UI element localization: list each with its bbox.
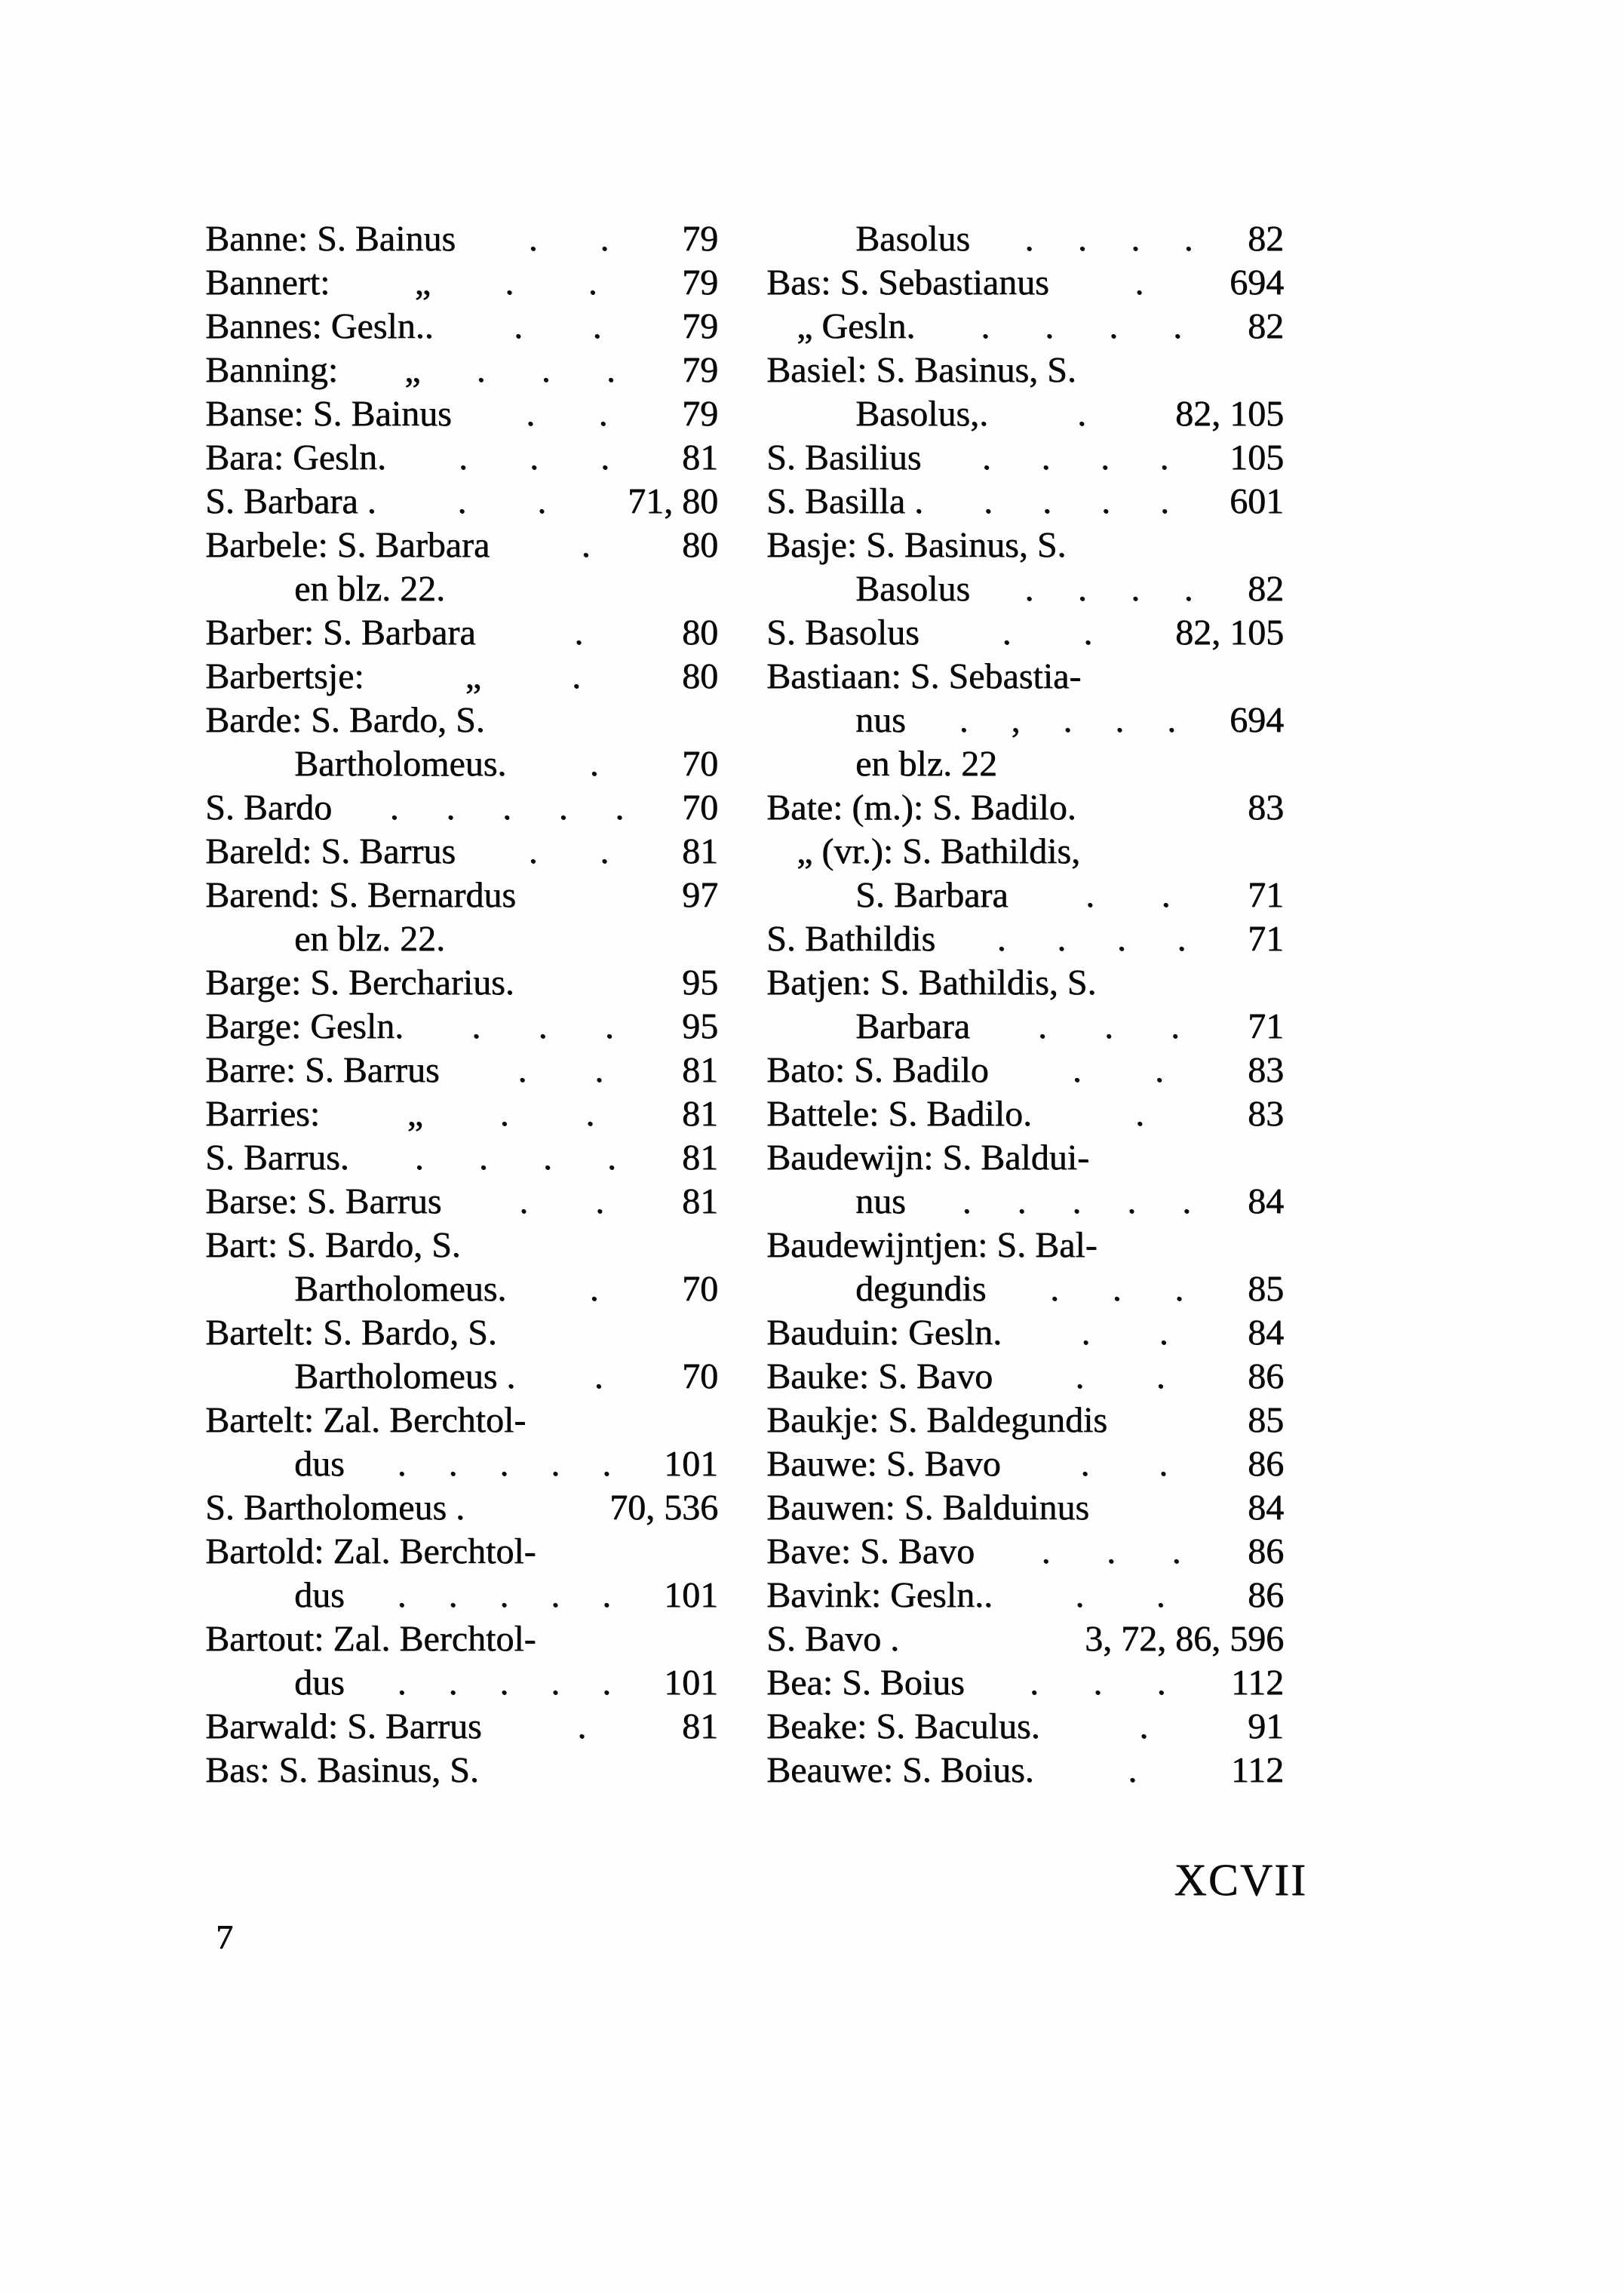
entry-text: Bastiaan: S. Sebastia- — [766, 656, 1082, 696]
entry-leader-dots: . — [1134, 263, 1144, 302]
entry-text: Bas: S. Sebastianus — [766, 263, 1049, 302]
index-entry — [205, 1267, 718, 1311]
entry-text: Bartold: Zal. Berchtol- — [205, 1531, 536, 1571]
entry-leader-dots: . — [589, 744, 599, 784]
entry-page-number: 86 — [1248, 1356, 1284, 1396]
index-entry — [766, 261, 1284, 305]
index-entry — [766, 1311, 1284, 1355]
index-entry — [205, 1005, 718, 1049]
entry-page-number: 83 — [1248, 1050, 1284, 1090]
entry-leader-dots: . . . . . — [397, 1575, 612, 1615]
entry-text: S. Bardo — [205, 788, 332, 828]
entry-leader-dots: . . — [528, 219, 609, 259]
entry-text: Bauwe: S. Bavo — [766, 1444, 1001, 1484]
index-entry — [205, 699, 718, 742]
entry-leader-dots: „ . . . — [404, 350, 616, 390]
entry-leader-dots: . . . . . — [397, 1444, 612, 1484]
entry-text: Bartholomeus. — [294, 744, 507, 784]
entry-text: Bannes: Gesln.. — [205, 306, 434, 346]
entry-leader-dots: . . — [1002, 613, 1093, 653]
entry-leader-dots: . . — [526, 394, 608, 434]
entry-page-number: 81 — [682, 1138, 718, 1178]
index-entry — [766, 699, 1284, 742]
entry-page-number: 81 — [682, 1050, 718, 1090]
signature-mark: 7 — [216, 1918, 233, 1956]
entry-page-number: 71, 80 — [628, 481, 718, 521]
entry-page-number: 82 — [1248, 219, 1284, 259]
entry-leader-dots: . . . . . — [962, 1181, 1192, 1221]
index-entry — [766, 305, 1284, 349]
index-entry — [205, 1749, 718, 1792]
entry-leader-dots: . — [581, 525, 591, 565]
entry-text: S. Bathildis — [766, 919, 936, 959]
index-entry — [205, 1574, 718, 1617]
entry-leader-dots: . . . — [1029, 1663, 1166, 1703]
entry-page-number: 70 — [682, 744, 718, 784]
index-entry — [766, 1442, 1284, 1486]
index-column-left — [205, 217, 718, 1792]
index-entry — [205, 786, 718, 830]
index-entry — [766, 742, 1284, 786]
entry-text: Bauwen: S. Balduinus — [766, 1488, 1089, 1528]
entry-text: Bartholomeus. — [294, 1269, 507, 1309]
index-entry — [766, 917, 1284, 961]
entry-leader-dots: . . . . . — [397, 1663, 612, 1703]
entry-page-number: 82, 105 — [1175, 613, 1284, 653]
entry-page-number: 86 — [1248, 1444, 1284, 1484]
index-entry — [205, 349, 718, 392]
entry-page-number: 85 — [1248, 1400, 1284, 1440]
entry-page-number: 70 — [682, 788, 718, 828]
entry-text: S. Basilla . — [766, 481, 924, 521]
index-entry — [766, 436, 1284, 480]
index-entry — [205, 1311, 718, 1355]
index-entry — [205, 1355, 718, 1399]
entry-leader-dots: . — [574, 613, 584, 653]
entry-leader-dots: . . . . — [984, 481, 1169, 521]
index-entry — [205, 1617, 718, 1661]
index-entry — [766, 1136, 1284, 1180]
entry-text: Barge: Gesln. — [205, 1006, 404, 1046]
index-entry — [766, 1399, 1284, 1442]
entry-leader-dots: . . — [1072, 1050, 1164, 1090]
entry-page-number: 80 — [682, 613, 718, 653]
entry-leader-dots: . . . . — [981, 438, 1169, 478]
entry-leader-dots: . . . . . — [389, 788, 625, 828]
entry-text: Bartelt: Zal. Berchtol- — [205, 1400, 526, 1440]
entry-page-number: 95 — [682, 1006, 718, 1046]
index-entry — [205, 436, 718, 480]
index-entry — [205, 1399, 718, 1442]
entry-page-number: 80 — [682, 525, 718, 565]
entry-text: S. Basilius — [766, 438, 922, 478]
index-entry — [766, 1049, 1284, 1092]
entry-page-number: 83 — [1248, 1094, 1284, 1134]
entry-text: Bave: S. Bavo — [766, 1531, 975, 1571]
index-entry — [766, 349, 1284, 392]
entry-text: S. Basolus — [766, 613, 919, 653]
entry-page-number: 694 — [1230, 263, 1284, 302]
entry-page-number: 84 — [1248, 1313, 1284, 1353]
entry-text: Beake: S. Baculus. — [766, 1706, 1040, 1746]
entry-page-number: 101 — [664, 1444, 718, 1484]
index-entry — [205, 611, 718, 655]
entry-text: Bartholomeus . — [294, 1356, 516, 1396]
entry-text: Bauduin: Gesln. — [766, 1313, 1002, 1353]
entry-text: Baukje: S. Baldegundis — [766, 1400, 1107, 1440]
entry-page-number: 79 — [682, 263, 718, 302]
index-entry — [205, 1180, 718, 1224]
entry-page-number: 71 — [1248, 1006, 1284, 1046]
index-entry — [766, 480, 1284, 524]
entry-text: Bato: S. Badilo — [766, 1050, 989, 1090]
entry-text: Bavink: Gesln.. — [766, 1575, 993, 1615]
entry-leader-dots: . . — [457, 481, 547, 521]
index-entry — [205, 305, 718, 349]
entry-leader-dots: „ . . — [414, 263, 597, 302]
entry-leader-dots: . . — [528, 831, 609, 871]
entry-text: en blz. 22. — [294, 569, 445, 609]
index-entry — [766, 1617, 1284, 1661]
entry-page-number: 601 — [1230, 481, 1284, 521]
entry-text: Basolus,. — [855, 394, 989, 434]
entry-page-number: 81 — [682, 1181, 718, 1221]
entry-leader-dots: . . . — [458, 438, 609, 478]
entry-text: S. Barrus. — [205, 1138, 349, 1178]
entry-leader-dots: . . . . — [1024, 219, 1193, 259]
entry-leader-dots: . . . . — [1024, 569, 1193, 609]
entry-leader-dots: . . . . — [414, 1138, 616, 1178]
index-entry — [205, 1092, 718, 1136]
entry-leader-dots: . — [1077, 394, 1086, 434]
entry-text: Bauke: S. Bavo — [766, 1356, 993, 1396]
entry-text: Banning: — [205, 350, 338, 390]
entry-text: Barre: S. Barrus — [205, 1050, 440, 1090]
index-entry — [205, 1224, 718, 1267]
entry-text: nus — [855, 1181, 906, 1221]
entry-text: Barbele: S. Barbara — [205, 525, 490, 565]
entry-page-number: 80 — [682, 656, 718, 696]
entry-text: Banne: S. Bainus — [205, 219, 456, 259]
entry-page-number: 84 — [1248, 1181, 1284, 1221]
index-entry — [766, 874, 1284, 917]
index-entry — [766, 655, 1284, 699]
index-entry — [205, 392, 718, 436]
entry-page-number: 70, 536 — [609, 1488, 718, 1528]
entry-leader-dots: . . — [517, 1050, 604, 1090]
entry-text: „ (vr.): S. Bathildis, — [797, 831, 1080, 871]
index-entry — [766, 1486, 1284, 1530]
index-entry — [205, 1661, 718, 1705]
entry-text: Basolus — [855, 569, 971, 609]
entry-page-number: 70 — [682, 1356, 718, 1396]
entry-leader-dots: . . . — [1037, 1006, 1180, 1046]
index-entry — [766, 786, 1284, 830]
entry-leader-dots: . . — [1085, 875, 1171, 915]
entry-text: dus — [294, 1444, 345, 1484]
entry-page-number: 81 — [682, 438, 718, 478]
entry-page-number: 91 — [1248, 1706, 1284, 1746]
index-entry — [205, 1442, 718, 1486]
entry-text: Barse: S. Barrus — [205, 1181, 442, 1221]
index-entry — [205, 742, 718, 786]
entry-text: degundis — [855, 1269, 987, 1309]
entry-page-number: 112 — [1230, 1750, 1284, 1790]
entry-leader-dots: . . . — [1049, 1269, 1184, 1309]
index-entry — [205, 917, 718, 961]
index-entry — [205, 261, 718, 305]
entry-leader-dots: . — [577, 1706, 587, 1746]
entry-page-number: 81 — [682, 831, 718, 871]
index-entry — [205, 567, 718, 611]
entry-leader-dots: . . — [1081, 1313, 1168, 1353]
entry-page-number: 85 — [1248, 1269, 1284, 1309]
entry-page-number: 81 — [682, 1706, 718, 1746]
entry-text: nus — [855, 700, 906, 740]
index-entry — [766, 611, 1284, 655]
index-entry — [766, 1661, 1284, 1705]
entry-text: Banse: S. Bainus — [205, 394, 452, 434]
entry-page-number: 82 — [1248, 569, 1284, 609]
entry-page-number: 86 — [1248, 1575, 1284, 1615]
entry-page-number: 70 — [682, 1269, 718, 1309]
index-entry — [766, 1705, 1284, 1749]
entry-page-number: 71 — [1248, 875, 1284, 915]
entry-text: Bareld: S. Barrus — [205, 831, 456, 871]
entry-text: Basiel: S. Basinus, S. — [766, 350, 1076, 390]
entry-text: en blz. 22 — [855, 744, 997, 784]
entry-text: Beauwe: S. Boius. — [766, 1750, 1034, 1790]
entry-text: Bart: S. Bardo, S. — [205, 1225, 461, 1265]
entry-leader-dots: . — [594, 1356, 603, 1396]
entry-leader-dots: . . — [1075, 1356, 1165, 1396]
index-entry — [766, 217, 1284, 261]
entry-leader-dots: . . . . — [981, 306, 1183, 346]
index-entry — [766, 567, 1284, 611]
entry-page-number: 86 — [1248, 1531, 1284, 1571]
index-entry — [766, 1224, 1284, 1267]
entry-text: Batjen: S. Bathildis, S. — [766, 963, 1097, 1003]
entry-text: Barde: S. Bardo, S. — [205, 700, 485, 740]
entry-text: Barries: — [205, 1094, 320, 1134]
entry-text: Bea: S. Boius — [766, 1663, 965, 1703]
entry-page-number: 105 — [1230, 438, 1284, 478]
entry-leader-dots: . . . . — [996, 919, 1187, 959]
index-entry — [205, 1530, 718, 1574]
entry-page-number: 95 — [682, 963, 718, 1003]
entry-leader-dots: . . . — [1041, 1531, 1181, 1571]
entry-page-number: 84 — [1248, 1488, 1284, 1528]
entry-text: Bara: Gesln. — [205, 438, 386, 478]
entry-leader-dots: . . — [1075, 1575, 1165, 1615]
entry-page-number: 101 — [664, 1663, 718, 1703]
index-entry — [766, 1180, 1284, 1224]
index-entry — [205, 961, 718, 1005]
entry-leader-dots: . . — [514, 306, 602, 346]
index-entry — [205, 480, 718, 524]
entry-text: Barwald: S. Barrus — [205, 1706, 482, 1746]
entry-text: Bannert: — [205, 263, 330, 302]
index-entry — [766, 830, 1284, 874]
index-entry — [205, 874, 718, 917]
index-entry — [205, 1049, 718, 1092]
entry-text: S. Barbara — [855, 875, 1008, 915]
index-entry — [766, 1530, 1284, 1574]
entry-text: dus — [294, 1575, 345, 1615]
index-entry — [205, 524, 718, 567]
entry-leader-dots: . , . . . — [959, 700, 1177, 740]
entry-text: Bate: (m.): S. Badilo. — [766, 788, 1076, 828]
entry-page-number: 82 — [1248, 306, 1284, 346]
entry-text: S. Barbara . — [205, 481, 376, 521]
entry-text: Battele: S. Badilo. — [766, 1094, 1032, 1134]
entry-page-number: 79 — [682, 219, 718, 259]
index-column-right — [766, 217, 1284, 1792]
entry-text: S. Bavo . — [766, 1619, 900, 1659]
entry-page-number: 81 — [682, 1094, 718, 1134]
index-entry — [766, 1005, 1284, 1049]
entry-page-number: 79 — [682, 394, 718, 434]
entry-page-number: 694 — [1230, 700, 1284, 740]
entry-text: Barbertsje: — [205, 656, 364, 696]
entry-leader-dots: . — [1128, 1750, 1137, 1790]
entry-leader-dots: . . — [1080, 1444, 1168, 1484]
entry-leader-dots: . . . — [471, 1006, 614, 1046]
entry-leader-dots: . — [1134, 1094, 1144, 1134]
entry-text: Basolus — [855, 219, 971, 259]
entry-leader-dots: „ . — [465, 656, 581, 696]
entry-leader-dots: . — [1139, 1706, 1149, 1746]
index-entry — [205, 1136, 718, 1180]
index-entry — [205, 217, 718, 261]
entry-text: Bas: S. Basinus, S. — [205, 1750, 479, 1790]
entry-page-number: 79 — [682, 306, 718, 346]
entry-text: en blz. 22. — [294, 919, 445, 959]
index-entry — [766, 392, 1284, 436]
index-entry — [205, 830, 718, 874]
entry-page-number: 82, 105 — [1175, 394, 1284, 434]
index-entry — [766, 1574, 1284, 1617]
entry-leader-dots: . . — [519, 1181, 605, 1221]
entry-text: Bartout: Zal. Berchtol- — [205, 1619, 536, 1659]
page-number-roman: XCVII — [1174, 1855, 1307, 1905]
index-entry — [766, 961, 1284, 1005]
entry-page-number: 112 — [1230, 1663, 1284, 1703]
index-entry — [766, 1092, 1284, 1136]
entry-page-number: 83 — [1248, 788, 1284, 828]
entry-page-number: 3, 72, 86, 596 — [1085, 1619, 1284, 1659]
entry-page-number: 101 — [664, 1575, 718, 1615]
entry-text: Barbara — [855, 1006, 970, 1046]
entry-text: Barber: S. Barbara — [205, 613, 476, 653]
entry-leader-dots: „ . . — [407, 1094, 595, 1134]
entry-text: S. Bartholomeus . — [205, 1488, 465, 1528]
entry-text: Basje: S. Basinus, S. — [766, 525, 1067, 565]
entry-leader-dots: . — [589, 1269, 599, 1309]
index-entry — [205, 1705, 718, 1749]
index-entry — [766, 1267, 1284, 1311]
entry-text: Barend: S. Bernardus — [205, 875, 516, 915]
index-entry — [205, 655, 718, 699]
entry-page-number: 97 — [682, 875, 718, 915]
entry-text: Bartelt: S. Bardo, S. — [205, 1313, 497, 1353]
index-entry — [766, 1355, 1284, 1399]
entry-text: Baudewijn: S. Baldui- — [766, 1138, 1089, 1178]
entry-text: dus — [294, 1663, 345, 1703]
entry-page-number: 71 — [1248, 919, 1284, 959]
entry-text: Barge: S. Bercharius. — [205, 963, 514, 1003]
entry-page-number: 79 — [682, 350, 718, 390]
index-entry — [766, 1749, 1284, 1792]
entry-text: Baudewijntjen: S. Bal- — [766, 1225, 1098, 1265]
index-entry — [766, 524, 1284, 567]
index-entry — [205, 1486, 718, 1530]
entry-text: „ Gesln. — [797, 306, 916, 346]
